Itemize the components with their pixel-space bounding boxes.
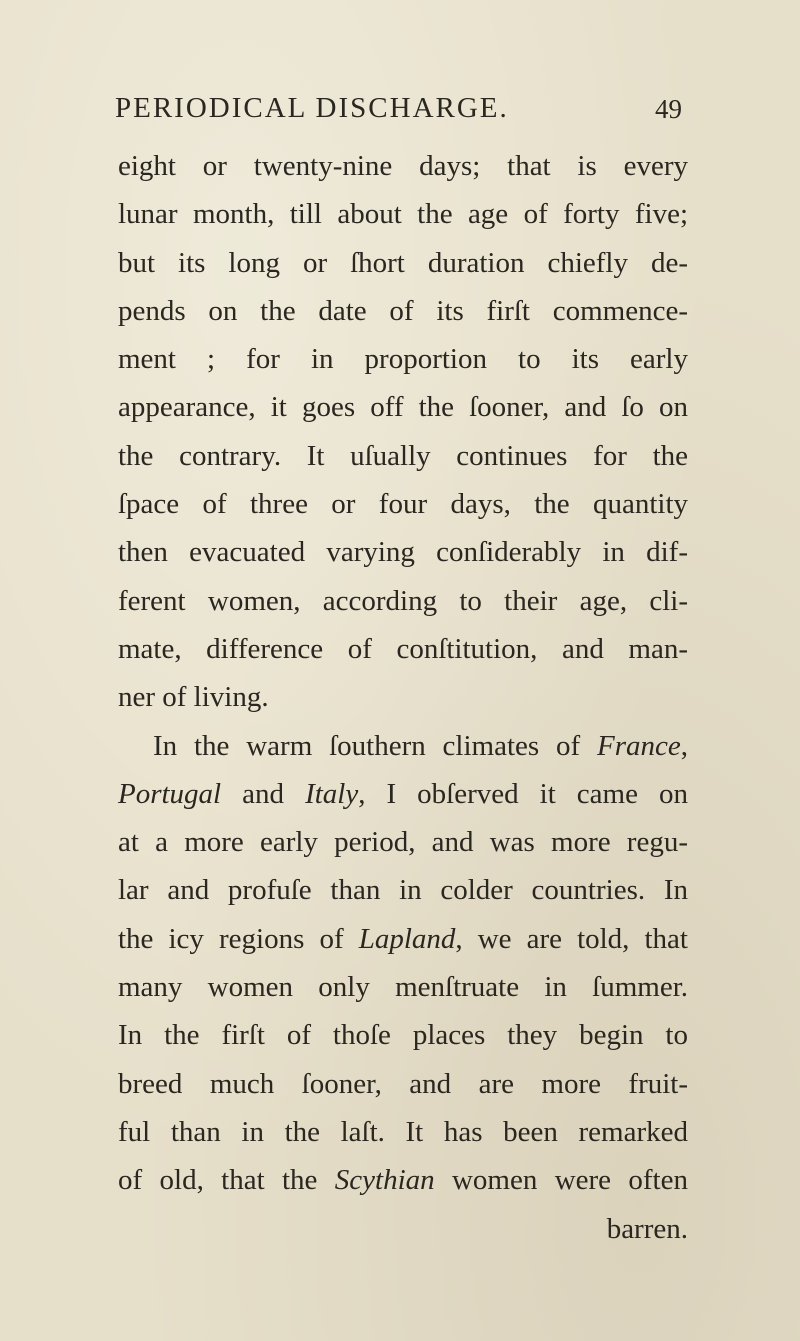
text-run: women were often xyxy=(434,1164,688,1197)
text-run: eight or twenty-nine days; that is every xyxy=(118,150,688,182)
text-line xyxy=(118,1108,688,1156)
text-line xyxy=(118,1011,688,1059)
text-run: but its long or ſhort duration chiefly de- xyxy=(118,246,688,279)
italic-text: Italy xyxy=(305,777,359,810)
text-run: breed much ſooner, and are more fruit- xyxy=(118,1067,688,1100)
running-title: PERIODICAL DISCHARGE. xyxy=(115,92,509,124)
text-run: many women only menſtruate in ſummer. xyxy=(118,971,688,1004)
text-run: barren. xyxy=(606,1212,688,1245)
text-line xyxy=(118,335,688,383)
text-line xyxy=(118,577,688,625)
text-run: In the firſt of thoſe places they begin to xyxy=(118,1019,688,1052)
text-line xyxy=(118,383,688,431)
text-run: , I obſerved it came on xyxy=(358,777,689,810)
text-line xyxy=(118,432,688,480)
text-run: , we are told, that xyxy=(455,922,688,955)
text-line xyxy=(118,722,688,770)
page-number: 49 xyxy=(655,94,682,124)
text-line xyxy=(118,239,688,287)
text-run: then evacuated varying conſiderably in dif- xyxy=(118,536,688,569)
text-run: and xyxy=(221,777,306,810)
text-run: In the warm ſouthern climates of xyxy=(153,729,597,762)
text-line xyxy=(118,866,688,914)
text-run: of old, that the xyxy=(118,1164,335,1197)
text-line xyxy=(118,1205,688,1253)
text-line xyxy=(118,142,688,190)
text-run: lar and profuſe than in colder countries. In xyxy=(118,874,688,907)
text-run: the icy regions of xyxy=(118,922,359,955)
text-run: at a more early period, and was more regu- xyxy=(118,826,688,859)
text-run: pends on the date of its firſt commence- xyxy=(118,294,688,327)
text-line xyxy=(118,480,688,528)
text-line xyxy=(118,1156,688,1204)
text-run: ferent women, according to their age, cli- xyxy=(118,584,688,617)
text-run: appearance, it goes off the ſooner, and ſo on xyxy=(118,391,688,424)
text-line xyxy=(118,915,688,963)
italic-text: Portugal xyxy=(118,777,222,810)
text-line xyxy=(118,963,688,1011)
italic-text: Lapland xyxy=(358,922,456,955)
text-run: the contrary. It uſually continues for the xyxy=(118,439,688,472)
running-header xyxy=(115,92,685,128)
text-run: ful than in the laſt. It has been remarked xyxy=(118,1115,688,1148)
text-line xyxy=(118,818,688,866)
text-line xyxy=(118,673,688,721)
text-line xyxy=(118,770,688,818)
text-line xyxy=(118,1060,688,1108)
text-line xyxy=(118,625,688,673)
text-run: mate, difference of conſtitution, and man- xyxy=(118,632,688,665)
italic-text: Scythian xyxy=(334,1164,435,1197)
text-line xyxy=(118,287,688,335)
text-run: ner of living. xyxy=(118,681,269,714)
text-line xyxy=(118,190,688,238)
text-line xyxy=(118,528,688,576)
text-run: ment ; for in proportion to its early xyxy=(118,343,688,376)
italic-text: France xyxy=(597,729,681,762)
body-text xyxy=(118,142,688,1253)
text-run: , xyxy=(680,729,688,762)
text-run: ſpace of three or four days, the quantity xyxy=(118,488,688,521)
text-run: lunar month, till about the age of forty five; xyxy=(118,198,688,231)
